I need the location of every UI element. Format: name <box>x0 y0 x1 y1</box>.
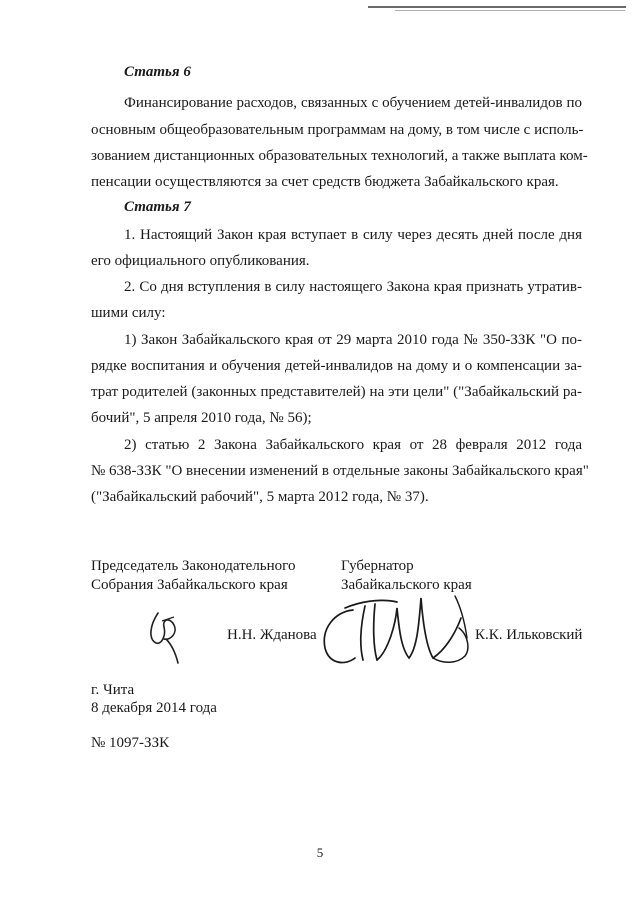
article-6-line-1: Финансирование расходов, связанных с обучением детей-инвалидов по <box>124 95 582 111</box>
chairman-title-line-1: Председатель Законодательного <box>91 558 296 574</box>
date: 8 декабря 2014 года <box>91 700 217 716</box>
city: г. Чита <box>91 682 135 698</box>
governor-title-line-2: Забайкальского края <box>341 577 472 593</box>
scan-edge-line <box>368 6 626 8</box>
governor-signature <box>315 568 475 673</box>
article-6-heading: Статья 6 <box>124 64 191 80</box>
article-6-line-2: основным общеобразовательным программам на дому, в том числе с исполь- <box>91 122 584 138</box>
article-7-item1-line-4: бочий", 5 апреля 2010 года, № 56); <box>91 410 312 426</box>
chairman-name: Н.Н. Жданова <box>227 627 317 643</box>
page-number: 5 <box>316 845 324 860</box>
article-6-line-3: зованием дистанционных образовательных технологий, а также выплата ком- <box>91 148 588 164</box>
chairman-signature <box>140 605 195 665</box>
article-7-p1-line-2: его официального опубликования. <box>91 253 310 269</box>
article-7-item2-line-3: ("Забайкальский рабочий", 5 марта 2012 года, № 37). <box>91 489 429 505</box>
article-7-item1-line-2: рядке воспитания и обучения детей-инвалидов на дому и о компенсации за- <box>91 358 582 374</box>
article-6-line-4: пенсации осуществляются за счет средств бюджета Забайкальского края. <box>91 174 559 190</box>
governor-title-line-1: Губернатор <box>341 558 414 574</box>
law-number: № 1097-ЗЗК <box>91 735 170 751</box>
article-7-p1-line-1: 1. Настоящий Закон края вступает в силу через десять дней после дня <box>124 227 582 243</box>
article-7-heading: Статья 7 <box>124 199 191 215</box>
article-7-p2-line-2: шими силу: <box>91 305 166 321</box>
article-7-item2-line-1: 2) статью 2 Закона Забайкальского края от 28 февраля 2012 года <box>124 437 582 453</box>
article-7-item1-line-1: 1) Закон Забайкальского края от 29 марта 2010 года № 350-ЗЗК "О по- <box>124 332 582 348</box>
chairman-title-line-2: Собрания Забайкальского края <box>91 577 288 593</box>
article-7-item2-line-2: № 638-ЗЗК "О внесении изменений в отдельные законы Забайкальского края" <box>91 463 589 479</box>
article-7-item1-line-3: трат родителей (законных представителей) на эти цели" ("Забайкальский ра- <box>91 384 582 400</box>
governor-name: К.К. Ильковский <box>475 627 583 643</box>
article-7-p2-line-1: 2. Со дня вступления в силу настоящего Закона края признать утратив- <box>124 279 582 295</box>
scan-edge-line-thin <box>395 10 625 11</box>
